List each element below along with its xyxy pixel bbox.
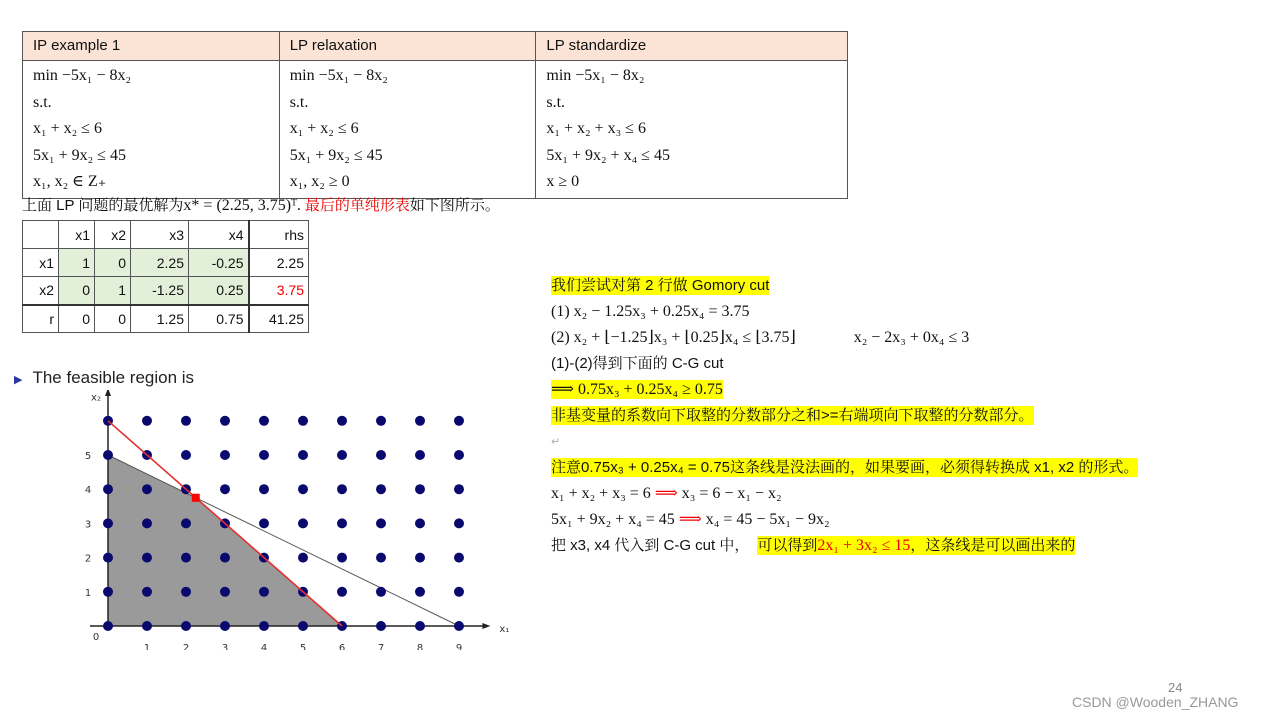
tableau-cell: rhs bbox=[249, 221, 309, 249]
tableau-cell: 41.25 bbox=[249, 305, 309, 333]
tableau-cell: -1.25 bbox=[131, 277, 189, 305]
tableau-cell: 0 bbox=[59, 305, 95, 333]
line-eq1: (1) x₂ − 1.25x₃ + 0.25x₄ = 3.75 bbox=[551, 303, 750, 320]
x-tick-label: 8 bbox=[416, 643, 424, 650]
y-tick-label: 1 bbox=[84, 587, 92, 599]
x-tick-label: 2 bbox=[182, 643, 190, 650]
lattice-point bbox=[259, 621, 269, 631]
x-tick-label: 9 bbox=[455, 643, 463, 650]
lattice-point bbox=[298, 484, 308, 494]
formulation-column bbox=[536, 61, 848, 199]
tableau-cell: r bbox=[23, 305, 59, 333]
lattice-point bbox=[337, 518, 347, 528]
tableau-row bbox=[23, 305, 309, 333]
header-ip: IP example 1 bbox=[23, 32, 280, 61]
y-tick-label: 3 bbox=[84, 519, 92, 531]
lattice-point bbox=[415, 416, 425, 426]
lattice-point bbox=[259, 518, 269, 528]
formulation-line: x₁ + x₂ ≤ 6 bbox=[33, 120, 102, 137]
lattice-point bbox=[415, 621, 425, 631]
lattice-point bbox=[259, 587, 269, 597]
tableau-cell: x1 bbox=[59, 221, 95, 249]
caption-solution: x* = (2.25, 3.75)ᵀ. bbox=[183, 197, 305, 214]
line-x3 bbox=[551, 482, 1138, 508]
lattice-point bbox=[142, 553, 152, 563]
lattice-point bbox=[142, 484, 152, 494]
lattice-point bbox=[181, 553, 191, 563]
tableau-cell: 1.25 bbox=[131, 305, 189, 333]
feasible-region-title bbox=[14, 368, 194, 388]
origin-label: 0 bbox=[92, 632, 100, 643]
formulation-line: x₁, x₂ ∈ Z₊ bbox=[33, 173, 107, 190]
line-conclusion bbox=[551, 534, 1138, 560]
x3-sub: x₃ = 6 − x₁ − x₂ bbox=[677, 485, 782, 502]
lattice-point bbox=[103, 518, 113, 528]
line-cg-intro: (1)-(2)得到下面的 C-G cut bbox=[551, 355, 724, 372]
formulation-line: x ≥ 0 bbox=[546, 173, 580, 190]
implies-arrow-icon: ⟹ bbox=[678, 511, 702, 528]
line-cg-cut: ⟹ 0.75x₃ + 0.25x₄ ≥ 0.75 bbox=[551, 381, 723, 398]
x-axis-label: x₁ bbox=[499, 624, 510, 635]
page-number: 24 bbox=[1168, 680, 1183, 695]
tableau-cell: 0.25 bbox=[189, 277, 249, 305]
formulation-line: x₁, x₂ ≥ 0 bbox=[289, 173, 350, 190]
lattice-point bbox=[259, 416, 269, 426]
lattice-point bbox=[142, 621, 152, 631]
lattice-point bbox=[454, 450, 464, 460]
lattice-point bbox=[337, 450, 347, 460]
lattice-point bbox=[103, 621, 113, 631]
tableau-cell: 2.25 bbox=[249, 249, 309, 277]
lattice-point bbox=[415, 518, 425, 528]
lattice-point bbox=[376, 518, 386, 528]
eq2-result: x₂ − 2x₃ + 0x₄ ≤ 3 bbox=[853, 329, 970, 346]
lattice-point bbox=[220, 450, 230, 460]
lattice-point bbox=[103, 587, 113, 597]
tableau-row bbox=[23, 249, 309, 277]
lattice-point bbox=[376, 450, 386, 460]
lattice-point bbox=[220, 621, 230, 631]
lattice-point bbox=[454, 484, 464, 494]
tableau-cell: 0 bbox=[95, 249, 131, 277]
lattice-point bbox=[415, 450, 425, 460]
lattice-point bbox=[337, 484, 347, 494]
x4-sub: x₄ = 45 − 5x₁ − 9x₂ bbox=[701, 511, 830, 528]
formulation-line: x₁ + x₂ ≤ 6 bbox=[289, 120, 359, 137]
lattice-point bbox=[103, 450, 113, 460]
lattice-point bbox=[103, 553, 113, 563]
lattice-point bbox=[376, 621, 386, 631]
lp-optimum-marker bbox=[192, 494, 200, 502]
lattice-point bbox=[142, 587, 152, 597]
lattice-point bbox=[181, 621, 191, 631]
line-rule: 非基变量的系数向下取整的分数部分之和>=右端项向下取整的分数部分。 bbox=[551, 407, 1034, 424]
lattice-point bbox=[376, 553, 386, 563]
lattice-point bbox=[220, 484, 230, 494]
simplex-tableau bbox=[22, 220, 309, 333]
formulation-line: s.t. bbox=[289, 93, 309, 111]
lattice-point bbox=[454, 587, 464, 597]
lattice-point bbox=[454, 621, 464, 631]
feasible-region-graph bbox=[0, 390, 520, 650]
feasible-title-text: The feasible region is bbox=[32, 368, 195, 387]
y-tick-label: 2 bbox=[84, 553, 92, 565]
conclusion-b: 可以得到 bbox=[757, 537, 818, 554]
lattice-point bbox=[337, 587, 347, 597]
tableau-cell: x3 bbox=[131, 221, 189, 249]
lattice-point bbox=[376, 484, 386, 494]
tableau-cell: 2.25 bbox=[131, 249, 189, 277]
lattice-point bbox=[298, 553, 308, 563]
lattice-point bbox=[415, 484, 425, 494]
x-tick-label: 5 bbox=[299, 643, 307, 650]
x-tick-label: 1 bbox=[143, 643, 151, 650]
tableau-cell: 3.75 bbox=[249, 277, 309, 305]
caption-text: 上面 LP 问题的最优解为 bbox=[22, 197, 184, 214]
formulation-line: 5x₁ + 9x₂ + x₄ ≤ 45 bbox=[546, 146, 670, 164]
implies-arrow-icon: ⟹ bbox=[654, 485, 678, 502]
caption-highlight: 最后的单纯形表 bbox=[304, 197, 410, 214]
tableau-cell: x1 bbox=[23, 249, 59, 277]
tableau-cell bbox=[23, 221, 59, 249]
optimal-solution-caption bbox=[22, 194, 500, 215]
formulation-line: min −5x₁ − 8x₂ bbox=[33, 67, 132, 84]
x3-eq: x₁ + x₂ + x₃ = 6 bbox=[551, 485, 655, 502]
feasible-region bbox=[108, 455, 342, 626]
tableau-cell: -0.25 bbox=[189, 249, 249, 277]
formulation-column bbox=[279, 61, 536, 199]
y-tick-label: 4 bbox=[84, 485, 92, 497]
tableau-cell: 0.75 bbox=[189, 305, 249, 333]
tableau-row bbox=[23, 277, 309, 305]
caption-end: 如下图所示。 bbox=[409, 197, 500, 214]
watermark: CSDN @Wooden_ZHANG bbox=[1072, 694, 1239, 710]
lattice-point bbox=[376, 587, 386, 597]
lattice-point bbox=[220, 587, 230, 597]
tableau-cell: 0 bbox=[59, 277, 95, 305]
lattice-point bbox=[454, 416, 464, 426]
formulation-line: min −5x₁ − 8x₂ bbox=[289, 67, 388, 84]
x-tick-label: 3 bbox=[221, 643, 229, 650]
tableau-cell: x4 bbox=[189, 221, 249, 249]
line-eq2 bbox=[551, 326, 1138, 352]
lattice-point bbox=[259, 484, 269, 494]
formulation-line: x₁ + x₂ + x₃ ≤ 6 bbox=[546, 120, 646, 137]
lattice-point bbox=[454, 518, 464, 528]
y-tick-label: 5 bbox=[84, 451, 92, 462]
lattice-point bbox=[103, 484, 113, 494]
x-axis-arrow-icon bbox=[482, 623, 490, 629]
line-x4 bbox=[551, 508, 1138, 534]
lattice-point bbox=[181, 450, 191, 460]
tableau-header bbox=[23, 221, 309, 249]
header-lp-standardize: LP standardize bbox=[536, 32, 848, 61]
lattice-point bbox=[415, 587, 425, 597]
lattice-point bbox=[220, 553, 230, 563]
formulation-line: 5x₁ + 9x₂ ≤ 45 bbox=[289, 146, 383, 164]
lattice-point bbox=[142, 518, 152, 528]
lattice-point bbox=[298, 450, 308, 460]
tableau-cell: 1 bbox=[59, 249, 95, 277]
tableau-cell: x2 bbox=[23, 277, 59, 305]
gomory-cut-explanation bbox=[551, 274, 1138, 560]
lattice-point bbox=[298, 416, 308, 426]
final-cut: 2x₁ + 3x₂ ≤ 15 bbox=[817, 537, 911, 554]
line-note: 注意0.75x₃ + 0.25x₄ = 0.75这条线是没法画的，如果要画，必须得转换成 x1, x2 的形式。 bbox=[551, 459, 1139, 476]
lattice-point bbox=[142, 416, 152, 426]
lattice-point bbox=[337, 416, 347, 426]
formulation-column bbox=[23, 61, 280, 199]
formulation-line: 5x₁ + 9x₂ ≤ 45 bbox=[33, 146, 126, 164]
eq2-floor: (2) x₂ + ⌊−1.25⌋x₃ + ⌊0.25⌋x₄ ≤ ⌊3.75⌋ bbox=[551, 329, 796, 346]
formulation-line: s.t. bbox=[546, 93, 566, 111]
y-axis-label: x₂ bbox=[91, 392, 101, 404]
lattice-point bbox=[181, 518, 191, 528]
empty-line: ↵ bbox=[551, 436, 561, 448]
conclusion-c: ，这条线是可以画出来的 bbox=[910, 537, 1076, 554]
x-tick-label: 6 bbox=[338, 643, 346, 650]
tableau-cell: 0 bbox=[95, 305, 131, 333]
tableau-cell: x2 bbox=[95, 221, 131, 249]
x-tick-label: 4 bbox=[260, 643, 268, 650]
lattice-point bbox=[376, 416, 386, 426]
lattice-point bbox=[181, 587, 191, 597]
y-axis-arrow-icon bbox=[105, 390, 111, 396]
bullet-triangle-icon: ▶ bbox=[14, 374, 23, 386]
lp-formulation-table bbox=[22, 31, 848, 199]
conclusion-a: 把 x3, x4 代入到 C-G cut 中， bbox=[551, 537, 750, 554]
lattice-point bbox=[298, 518, 308, 528]
lattice-point bbox=[259, 450, 269, 460]
lattice-point bbox=[415, 553, 425, 563]
lattice-point bbox=[337, 553, 347, 563]
header-lp-relaxation: LP relaxation bbox=[279, 32, 536, 61]
lattice-point bbox=[220, 416, 230, 426]
formulation-line: s.t. bbox=[33, 93, 52, 111]
tableau-cell: 1 bbox=[95, 277, 131, 305]
lattice-point bbox=[298, 621, 308, 631]
line-intro: 我们尝试对第 2 行做 Gomory cut bbox=[551, 277, 770, 294]
formulation-line: min −5x₁ − 8x₂ bbox=[546, 67, 645, 84]
lattice-point bbox=[454, 553, 464, 563]
x4-eq: 5x₁ + 9x₂ + x₄ = 45 bbox=[551, 511, 679, 528]
x-tick-label: 7 bbox=[377, 643, 385, 650]
lattice-point bbox=[181, 416, 191, 426]
